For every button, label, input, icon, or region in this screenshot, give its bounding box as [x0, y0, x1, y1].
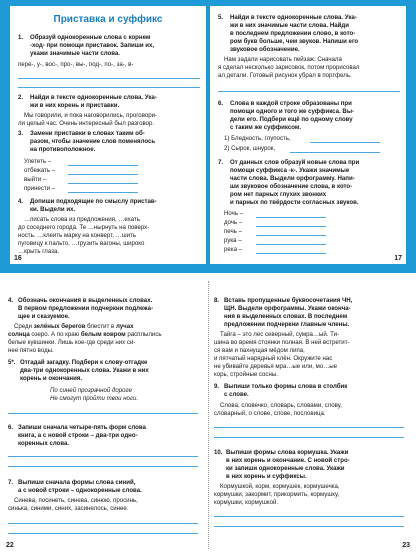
exercise-8-number: 8.: [214, 297, 220, 304]
ex8-instruction-d: предложении подчеркни главные члены.: [224, 321, 350, 328]
page-number: 16: [14, 255, 22, 262]
ex6-instruction-c: дели его. Подбери ещё по одному слову: [230, 116, 353, 123]
story-bold: белым ковром: [80, 331, 126, 338]
answer-line: [256, 226, 326, 227]
ex6-instruction-a: Слова в каждой строке образованы при: [230, 100, 352, 107]
ex3-word-3: выйти –: [24, 176, 47, 183]
ex4-sentence-3: ность. …клеить марку на конверт, …шить: [18, 232, 137, 239]
ex8-story-f: корь, стройные сосны.: [214, 371, 278, 378]
ex7-instruction-b: помощи суффикса -к-. Укажи значимые: [230, 167, 350, 174]
exercise-1: 1.: [18, 34, 24, 41]
ex8-instruction-c: ния в выделенных словах. В последнем: [224, 313, 348, 320]
top-spread: [0, 0, 416, 273]
ex4-story-c: белые кувшинки. Лишь кое-где среди них си-: [8, 339, 136, 346]
story-text: блестит в: [85, 323, 116, 330]
ex5-riddle-a: По синей прозрачной дороге: [50, 387, 132, 394]
answer-line: [8, 533, 198, 534]
ex6-instruction-b: помощи одного и того же суффикса. Вы-: [230, 108, 355, 115]
ex8-instruction-a: Вставь пропущенные буквосочетания ЧН,: [224, 297, 353, 304]
ex5-instruction-d: ром букв больше, чем звуков. Напиши его: [230, 38, 359, 45]
ex8-story-b: шина во время стоянки полная. В ней встретит-: [214, 339, 350, 346]
ex5-instruction-b: жи в них значимые части слова. Найди: [230, 22, 349, 29]
ex4-instruction-b: ки. Выдели их.: [30, 206, 76, 213]
answer-line: [218, 91, 400, 92]
ex9-instruction-a: Выпиши только формы слова в столбик: [224, 383, 348, 390]
ex2-instruction-b: жи в них корень и приставки.: [30, 102, 120, 109]
ex5-instruction-e: звуковое обозначение.: [230, 46, 300, 53]
ex10-instruction-c: ки запиши однокоренные слова. Укажи: [226, 465, 345, 472]
answer-line: [214, 427, 404, 428]
ex4-sentence-1: …писать слова из предложения, …ехать: [24, 216, 140, 223]
answer-line: [256, 244, 326, 245]
ex8-instruction-b: ЩН. Выдели орфограммы. Укажи оконча-: [224, 305, 351, 312]
exercise-7-number: 7.: [218, 159, 224, 166]
ex8-story-d: и пятчатый нарядный клён. Окружите нас: [214, 355, 333, 362]
exercise-2-number: 2.: [18, 94, 24, 101]
exercise-5-number: 5.: [218, 14, 224, 21]
ex10-words-c: кормушки, кормушкой.: [214, 499, 279, 506]
answer-line: [68, 192, 138, 193]
ex5-instruction-a: Отгадай загадку. Подбери к слову-отгадке: [20, 359, 148, 366]
ex5-instruction-a: Найди в тексте однокоренные слова. Ука-: [230, 14, 357, 21]
ex4-instruction-b: В первом предложении подчеркни подлежа-: [18, 305, 154, 312]
ex2-story-a: Мы говорили, и пока наговорились, проговори-: [24, 112, 158, 119]
ex5-story-b: я сделал несколько зарисовок, потом прорисовал: [218, 64, 360, 71]
answer-line: [214, 437, 404, 438]
answer-line: [8, 523, 198, 524]
story-text: расплылись: [125, 331, 162, 338]
ex4-story-b: [8, 331, 162, 339]
answer-line: [18, 87, 200, 88]
ex1-instruction-a: Образуй однокоренные слова с корнем: [30, 34, 151, 41]
page-number: 23: [402, 542, 410, 549]
exercise-9-number: 9.: [214, 383, 220, 390]
ex7-instruction-b: а с новой строки – однокоренные слова.: [18, 487, 142, 494]
ex7-instruction-e: ром нет парных глухих звонких: [230, 191, 327, 198]
ex8-story-e: не убивайте деревья мра…ые или, мо…ые: [214, 363, 338, 370]
answer-line: [214, 526, 404, 527]
ex9-words-b: словарный, о слове, слове, пословица.: [214, 410, 326, 417]
ex6-word-2: 2) Сырок, шнурок,: [224, 145, 276, 152]
ex1-prefixes: пере-, у-, вос-, про-, вы-, под-, по-, за-, в-: [18, 61, 134, 68]
answer-line: [310, 142, 380, 143]
ex6-instruction-b: книга, а с новой строки – два-три одно-: [18, 432, 138, 439]
ex4-instruction-c: щее и сказуемое.: [18, 313, 70, 320]
ex10-instruction-d: в них корень и суффиксы.: [226, 473, 307, 480]
story-bold: лучах: [115, 323, 134, 330]
ex7-words-a: Синева, посинеть, синева, синюю, просинь,: [14, 497, 138, 504]
ex3-word-2: отбежать –: [24, 167, 56, 174]
ex7-word-4: рука –: [224, 237, 242, 244]
ex4-instruction-a: Обозначь окончания в выделенных словах.: [18, 297, 153, 304]
exercise-7-number: 7.: [8, 479, 14, 486]
answer-line: [8, 413, 198, 414]
answer-line: [8, 456, 198, 457]
ex7-instruction-a: От данных слов образуй новые слова при: [230, 159, 360, 166]
answer-line: [256, 253, 326, 254]
ex4-sentence-4: пуговицу к пальто, …грузить вагоны, широко: [18, 240, 145, 247]
answer-line: [256, 217, 326, 218]
answer-line: [68, 165, 138, 166]
page-number: 22: [6, 542, 14, 549]
page-number: 17: [394, 255, 402, 262]
ex2-story-b: ли целый час. Очень интересный был разговор.: [18, 120, 155, 127]
exercise-6-number: 6.: [218, 100, 224, 107]
ex1-instruction-c: укажи значимые части слова.: [30, 50, 121, 57]
ex9-words-a: Слова, словечко, словарь, словами, слову,: [220, 402, 342, 409]
answer-line: [68, 183, 138, 184]
ex3-word-4: принести –: [24, 185, 56, 192]
ex4-story-d: нее пятно воды.: [8, 347, 54, 354]
answer-line: [214, 516, 404, 517]
ex10-instruction-b: в них корень и окончание. С новой стро-: [226, 457, 350, 464]
ex7-words-b: синька, синими, синих, засинелось, синее.: [8, 505, 129, 512]
ex7-word-1: Ночь –: [224, 210, 244, 217]
section-title: Приставка и суффикс: [53, 14, 163, 25]
story-bold: солнца: [8, 331, 30, 338]
exercise-4-number: 4.: [18, 198, 24, 205]
ex5-riddle-b: Не смогут пройти твои ноги.: [50, 395, 139, 402]
ex9-instruction-b: с слове.: [224, 391, 249, 398]
answer-line: [18, 78, 200, 79]
ex6-instruction-d: с таким же суффиксом.: [230, 124, 302, 131]
ex6-instruction-a: Запиши сначала четыре-пять форм слова: [18, 424, 146, 431]
ex7-word-2: дочь –: [224, 219, 243, 226]
answer-line: [68, 174, 138, 175]
page-23: [210, 273, 416, 555]
ex5-instruction-b: два-три однокоренных слова. Укажи в них: [20, 367, 149, 374]
answer-line: [290, 152, 380, 153]
ex4-sentence-5: …крыть глаза.: [18, 248, 60, 255]
ex4-story-a: [14, 323, 133, 331]
ex3-word-1: Улететь –: [24, 158, 52, 165]
ex10-words-a: Кормушкой, корм, кормушек, кормушечка,: [220, 483, 340, 490]
exercise-10-number: 10.: [214, 449, 223, 456]
page-16: [10, 6, 206, 264]
ex6-instruction-c: коренных слова.: [18, 440, 70, 447]
ex5-story-c: ал детали. Готовый рисунок убрал в портфель.: [218, 72, 352, 79]
ex10-words-b: кормушки, закормит, прикормить, кормушку,: [214, 491, 340, 498]
ex7-instruction-f: и парных по твёрдости согласных звуков.: [230, 199, 359, 206]
page-22: [0, 273, 206, 555]
exercise-3-number: 3.: [18, 130, 24, 137]
page-divider: [208, 281, 209, 549]
ex7-instruction-c: части слова. Выдели орфограмму. Напи-: [230, 175, 355, 182]
story-text: Среди: [14, 323, 34, 330]
ex8-story-c: ся вам и пахнущая мёдом липа,: [214, 347, 305, 354]
ex7-word-3: печь –: [224, 228, 242, 235]
ex3-instruction-b: разом, чтобы значение слов поменялось: [30, 138, 156, 145]
ex7-instruction-a: Выпиши сначала формы слова синий,: [18, 479, 136, 486]
ex7-word-5: река –: [224, 246, 243, 253]
page-17: [210, 6, 406, 264]
exercise-6-number: 6.: [8, 424, 14, 431]
ex4-instruction-a: Допиши подходящие по смыслу пристав-: [30, 198, 157, 205]
answer-line: [256, 235, 326, 236]
bottom-spread: [0, 273, 416, 555]
ex2-instruction-a: Найди в тексте однокоренные слова. Ука-: [30, 94, 157, 101]
ex1-instruction-b: -ход- при помощи приставок. Запиши их,: [30, 42, 155, 49]
story-bold: зелёных берегов: [33, 323, 86, 330]
ex5-instruction-c: корень и окончания.: [20, 375, 83, 382]
ex8-story-a: Тайга – это лес северный, сумра…ый. Ти-: [220, 331, 340, 338]
ex7-instruction-d: ши звуковое обозначение слова, в кото-: [230, 183, 353, 190]
ex10-instruction-a: Выпиши формы слова кормушка. Укажи: [226, 449, 349, 456]
ex4-sentence-2: до соседнего города. Те …нырнуть на поверх-: [18, 224, 150, 231]
exercise-4-number: 4.: [8, 297, 14, 304]
ex3-instruction-a: Замени приставки в словах таким об-: [30, 130, 145, 137]
ex6-word-1: 1) Бледность, глупость,: [224, 135, 291, 142]
answer-line: [8, 466, 198, 467]
story-text: озеро. А по краю: [29, 331, 81, 338]
ex5-instruction-c: в последнем предложении слово, в кото-: [230, 30, 356, 37]
exercise-5-number: 5*.: [8, 359, 16, 366]
ex5-story-a: Нам задали нарисовать пейзаж. Сначала: [224, 56, 342, 63]
ex3-instruction-c: на противоположное.: [30, 146, 96, 153]
